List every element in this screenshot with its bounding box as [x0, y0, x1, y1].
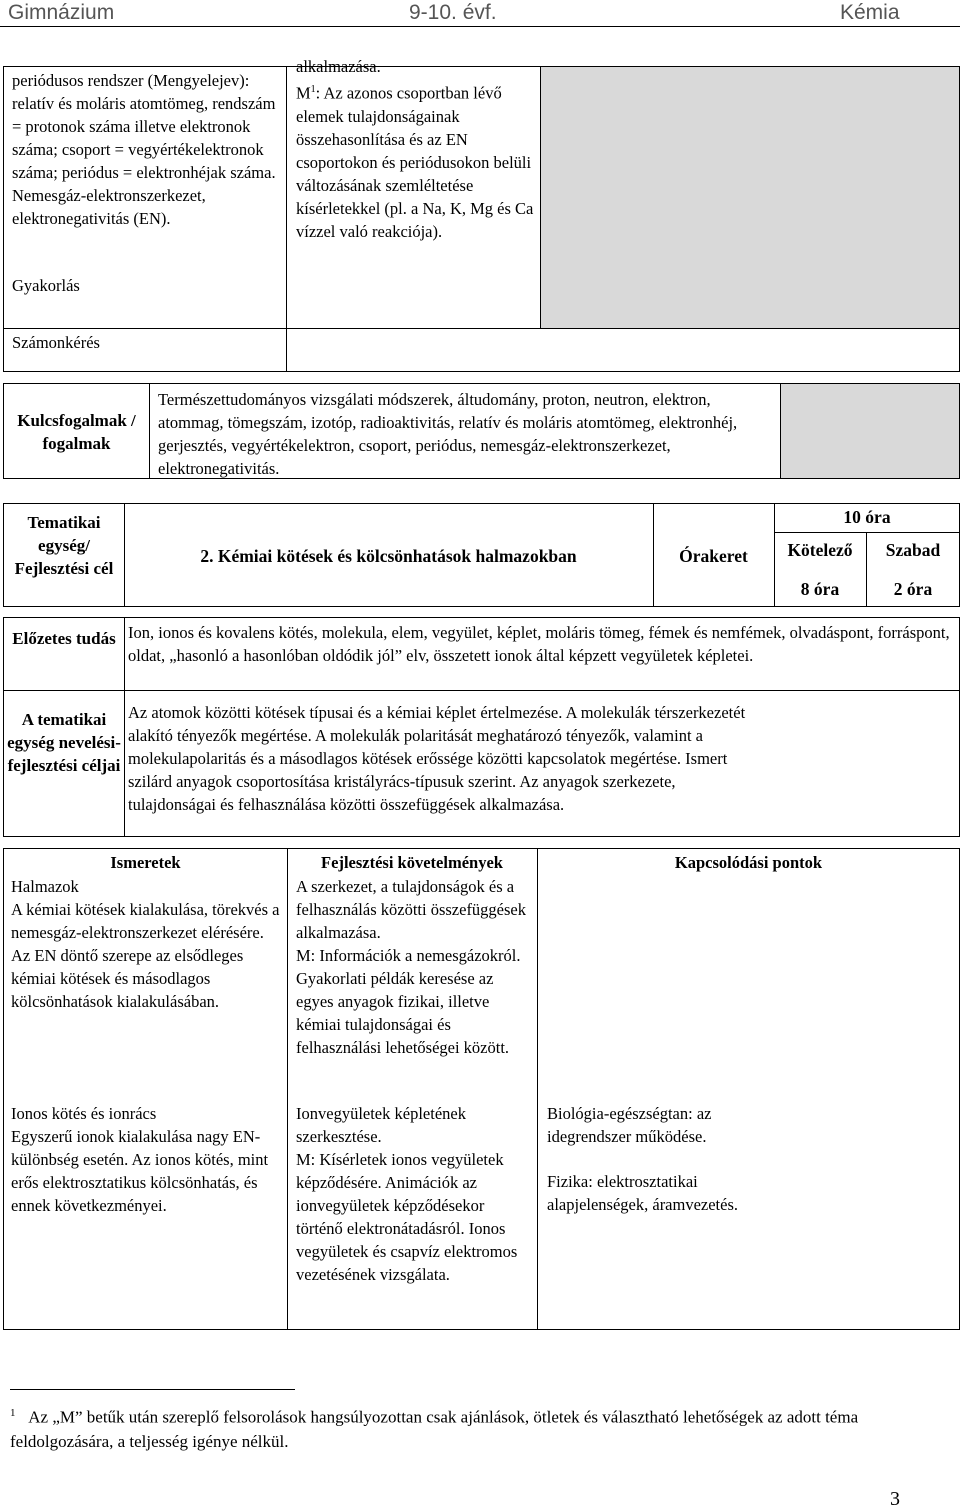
key-concepts-text: Természettudományos vizsgálati módszerek, áltudomány, proton, neutron, elektron, atommag, tömegszám, izotóp, radioaktivitás, relatív és moláris atomtömeg, elektronhéj, gerjesztés, vegyértékelektron, csoport, periódus, nemesgáz-elektronszerkezet, elektronegativitás.	[158, 390, 738, 478]
footnote-separator	[10, 1389, 295, 1390]
footnote: $^1$ Az „M” betűk után szereplő felsorolások hangsúlyozottan csak ajánlások, ötletek és választható lehetőségek az adott téma feldolgozására, a teljesség igénye nélkül.	[10, 1407, 859, 1451]
shaded-cell	[540, 67, 959, 328]
page-header	[0, 0, 960, 27]
requirements-text: alkalmazása. $M^1$: Az azonos csoportban lévő elemek tulajdonságainak összehasonlítása és az EN csoportokon és periódusokon belüli változásának szemléltetése kísérletekkel (pl. a Na, K, Mg és Ca vízzel való reakciója).	[296, 57, 534, 241]
col-header-knowledge: Ismeretek	[110, 853, 181, 872]
header-school: Gimnázium	[8, 1, 115, 24]
table-row-2-requirements: Ionvegyületek képletének szerkesztése. M: Kísérletek ionos vegyületek képződésére. Animációk az ionvegyületek képződésekor történő elektronátadásról. Ionos vegyületek és csapvíz elektromos vezetésének vizsgálata.	[296, 1104, 518, 1284]
total-hours: 10 óra	[843, 507, 891, 527]
header-grade: 9-10. évf.	[409, 1, 497, 24]
mandatory-label: Kötelező	[787, 540, 853, 560]
page-number: 3	[890, 1488, 900, 1510]
table-row-1-knowledge: Halmazok A kémiai kötések kialakulása, törekvés a nemesgáz-elektronszerkezet elérésére. Az EN döntő szerepe az elsődleges kémiai kötések és másodlagos kölcsönhatások kialakulásában.	[11, 877, 280, 1011]
assessment-label: Számonkérés	[12, 333, 100, 352]
table-row-2-connection-biology: Biológia-egészségtan: az idegrendszer működése.	[547, 1104, 712, 1146]
mandatory-hours: 8 óra	[800, 579, 840, 599]
prereq-label: Előzetes tudás	[12, 629, 116, 648]
topic-text: periódusos rendszer (Mengyelejev): relatív és moláris atomtömeg, rendszám = protonok száma illetve elektronok száma; csoport = vegyértékelektronok száma; periódus = elektronhéjak száma. Nemesgáz-elektronszerkezet, elektronegativitás (EN).	[12, 71, 276, 228]
goals-text: Az atomok közötti kötések típusai és a kémiai képlet értelmezése. A molekulák térszerkezetét alakító tényezők megértése. A molekulák polaritását meghatározó tényezők, valamint a molekulapolaritás és a másodlagos kötések erőssége közötti kapcsolatok megértése. Ismert szilárd anyagok csoportosítása kristályrács-típusuk szerint. Az anyagok szerkezete, tulajdonságai és felhasználása közötti összefüggések alkalmazása.	[128, 703, 746, 814]
free-label: Szabad	[885, 540, 941, 560]
free-hours: 2 óra	[893, 579, 933, 599]
hours-label: Órakeret	[679, 546, 748, 566]
goals-label: A tematikai egység nevelési-fejlesztési céljai	[7, 710, 121, 775]
col-header-requirements: Fejlesztési követelmények	[321, 853, 503, 872]
table-row-2-knowledge: Ionos kötés és ionrács Egyszerű ionok kialakulása nagy EN-különbség esetén. Az ionos kötés, mint erős elektrosztatikus kölcsönhatás, és ennek következményei.	[11, 1104, 269, 1215]
header-subject: Kémia	[840, 1, 900, 24]
table-row-2-connection-physics: Fizika: elektrosztatikai alapjelenségek, áramvezetés.	[547, 1172, 739, 1214]
unit-label: Tematikai egység/ Fejlesztési cél	[14, 513, 114, 578]
practice-label: Gyakorlás	[12, 276, 80, 295]
key-concepts-label: Kulcsfogalmak / fogalmak	[17, 411, 136, 453]
unit-title: 2. Kémiai kötések és kölcsönhatások halmazokban	[200, 546, 577, 566]
prereq-text: Ion, ionos és kovalens kötés, molekula, elem, vegyület, képlet, moláris tömeg, fémek és nemfémek, olvadáspont, forráspont, oldat, „hasonló a hasonlóban oldódik jól” elv, összetett ionok által képzett vegyületek képletei.	[128, 623, 950, 665]
table-row-1-requirements: A szerkezet, a tulajdonságok és a felhasználás közötti összefüggések alkalmazása. M: Információk a nemesgázokról. Gyakorlati példák keresése az egyes anyagok fizikai, illetve kémiai tulajdonságai és felhasználási lehetőségei között.	[296, 877, 527, 1057]
col-header-connections: Kapcsolódási pontok	[674, 853, 823, 872]
